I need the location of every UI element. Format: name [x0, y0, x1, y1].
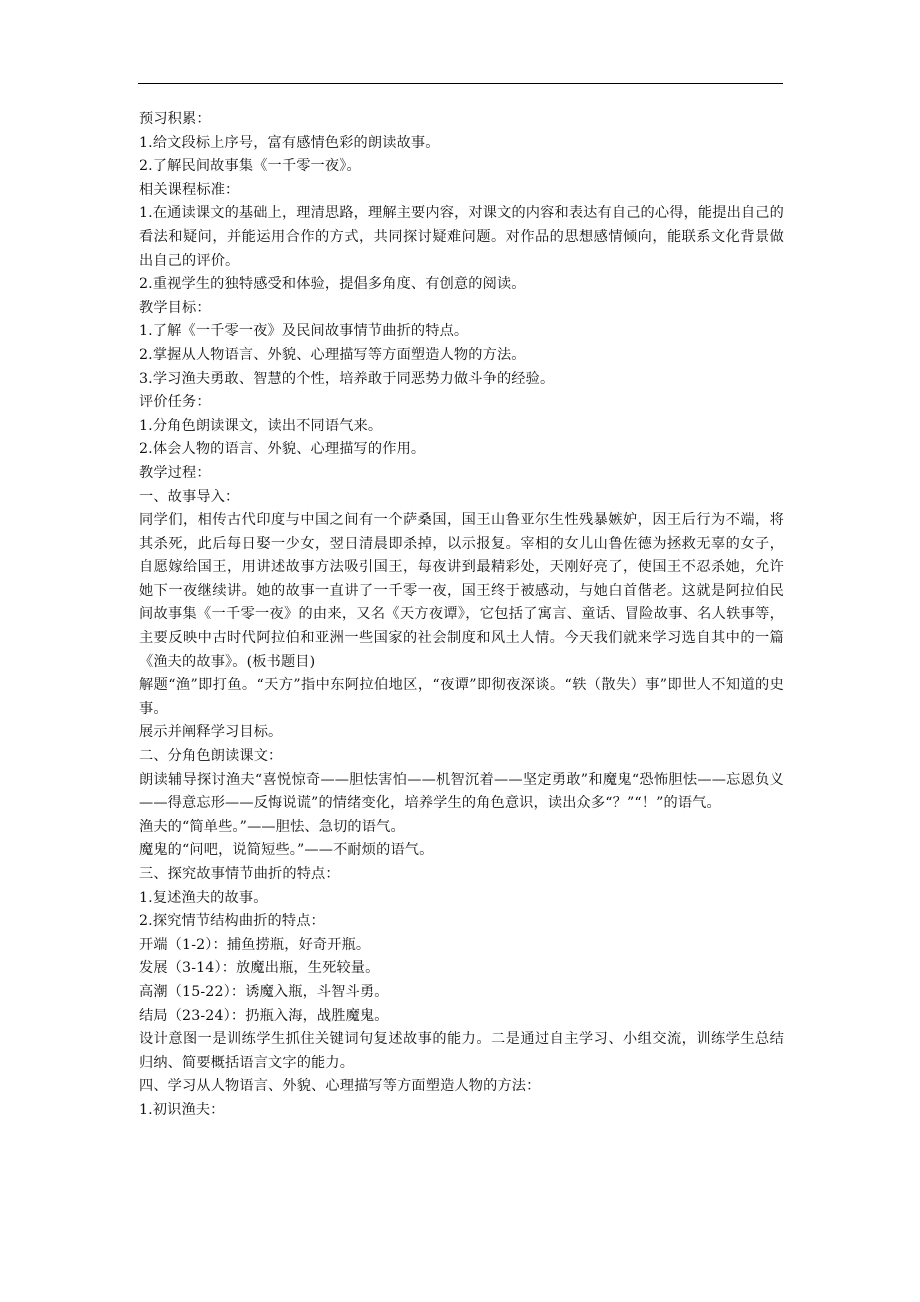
section-heading: 四、学习从人物语言、外貌、心理描写等方面塑造人物的方法： — [139, 1078, 541, 1095]
text-line: 2.探究情节结构曲折的特点： — [139, 913, 325, 930]
text-line: 1.给文段标上序号，富有感情色彩的朗读故事。 — [139, 134, 440, 151]
header-rule — [138, 83, 783, 84]
text-line: 展示并阐释学习目标。 — [139, 724, 283, 741]
text-line: 2.重视学生的独特感受和体验，提倡多角度、有创意的阅读。 — [139, 276, 526, 293]
text-line: 2.掌握从人物语言、外貌、心理描写等方面塑造人物的方法。 — [139, 346, 526, 363]
heading-curriculum-standards: 相关课程标准： — [139, 181, 240, 198]
text-line: 3.学习渔夫勇敢、智慧的个性，培养敢于同恶势力做斗争的经验。 — [139, 370, 555, 387]
text-line: 渔夫的“简单些。”——胆怯、急切的语气。 — [139, 818, 405, 835]
text-line: 1.初识渔夫： — [139, 1101, 225, 1118]
text-line: 高潮（15-22）：诱魔入瓶，斗智斗勇。 — [139, 983, 389, 1000]
section-heading: 三、探究故事情节曲折的特点： — [139, 866, 340, 882]
text-line: 开端（1-2）：捕鱼捞瓶，好奇开瓶。 — [139, 936, 371, 953]
text-line: 2.体会人物的语言、外貌、心理描写的作用。 — [139, 441, 426, 458]
text-line: 结局（23-24）：扔瓶入海，战胜魔鬼。 — [139, 1007, 389, 1024]
text-line: 魔鬼的“问吧，说简短些。”——不耐烦的语气。 — [139, 842, 434, 859]
heading-assessment-tasks: 评价任务： — [139, 394, 211, 411]
text-line: 1.分角色朗读课文，读出不同语气来。 — [139, 417, 383, 434]
text-paragraph: 解题“渔”即打鱼。“天方”指中东阿拉伯地区，“夜谭”即彻夜深谈。“轶（散失）事”即世人不知道的史事。 — [139, 677, 784, 717]
text-paragraph: 朗读辅导探讨渔夫“喜悦惊奇——胆怯害怕——机智沉着——坚定勇敢”和魔鬼“恐怖胆怯——忘恩负义——得意忘形——反悔说谎”的情绪变化，培养学生的角色意识，读出众多“？”“！”的语气。 — [139, 771, 784, 812]
heading-teaching-process: 教学过程： — [139, 464, 211, 481]
text-paragraph: 同学们，相传古代印度与中国之间有一个萨桑国，国王山鲁亚尔生性残暴嫉妒，因王后行为不端，将其杀死，此后每日娶一少女，翌日清晨即杀掉，以示报复。宰相的女儿山鲁佐德为拯救无辜的女子，自愿嫁给国王，用讲述故事方法吸引国王，每夜讲到最精彩处，天刚好亮了，使国王不忍杀她，允许她下一夜继续讲。她的故事一直讲了一千零一夜，国王终于被感动，与她白首偕老。这就是阿拉伯民间故事集《一千零一夜》的由来，又名《天方夜谭》，它包括了寓言、童话、冒险故事、名人轶事等，主要反映中古时代阿拉伯和亚洲一些国家的社会制度和风土人情。今天我们就来学习选自其中的一篇《渔夫的故事》。(板书题目) — [139, 512, 784, 670]
heading-teaching-goals: 教学目标： — [139, 299, 211, 316]
text-line: 1.了解《一千零一夜》及民间故事情节曲折的特点。 — [139, 323, 469, 340]
section-heading: 一、故事导入： — [139, 488, 240, 505]
text-paragraph: 1.在通读课文的基础上，理清思路，理解主要内容，对课文的内容和表达有自己的心得，能提出自己的看法和疑问，并能运用合作的方式，共同探讨疑难问题。对作品的思想感情倾向，能联系文化背景做出自己的评价。 — [139, 205, 784, 269]
text-line: 2.了解民间故事集《一千零一夜》。 — [139, 158, 361, 175]
text-line: 发展（3-14）：放魔出瓶，生死较量。 — [139, 960, 380, 977]
section-heading: 二、分角色朗读课文： — [139, 748, 283, 765]
text-line: 1.复述渔夫的故事。 — [139, 889, 268, 906]
heading-preview: 预习积累： — [139, 111, 211, 127]
text-paragraph: 设计意图一是训练学生抓住关键词句复述故事的能力。二是通过自主学习、小组交流，训练学生总结归纳、简要概括语言文字的能力。 — [139, 1031, 784, 1071]
lesson-plan-document — [139, 108, 784, 1123]
